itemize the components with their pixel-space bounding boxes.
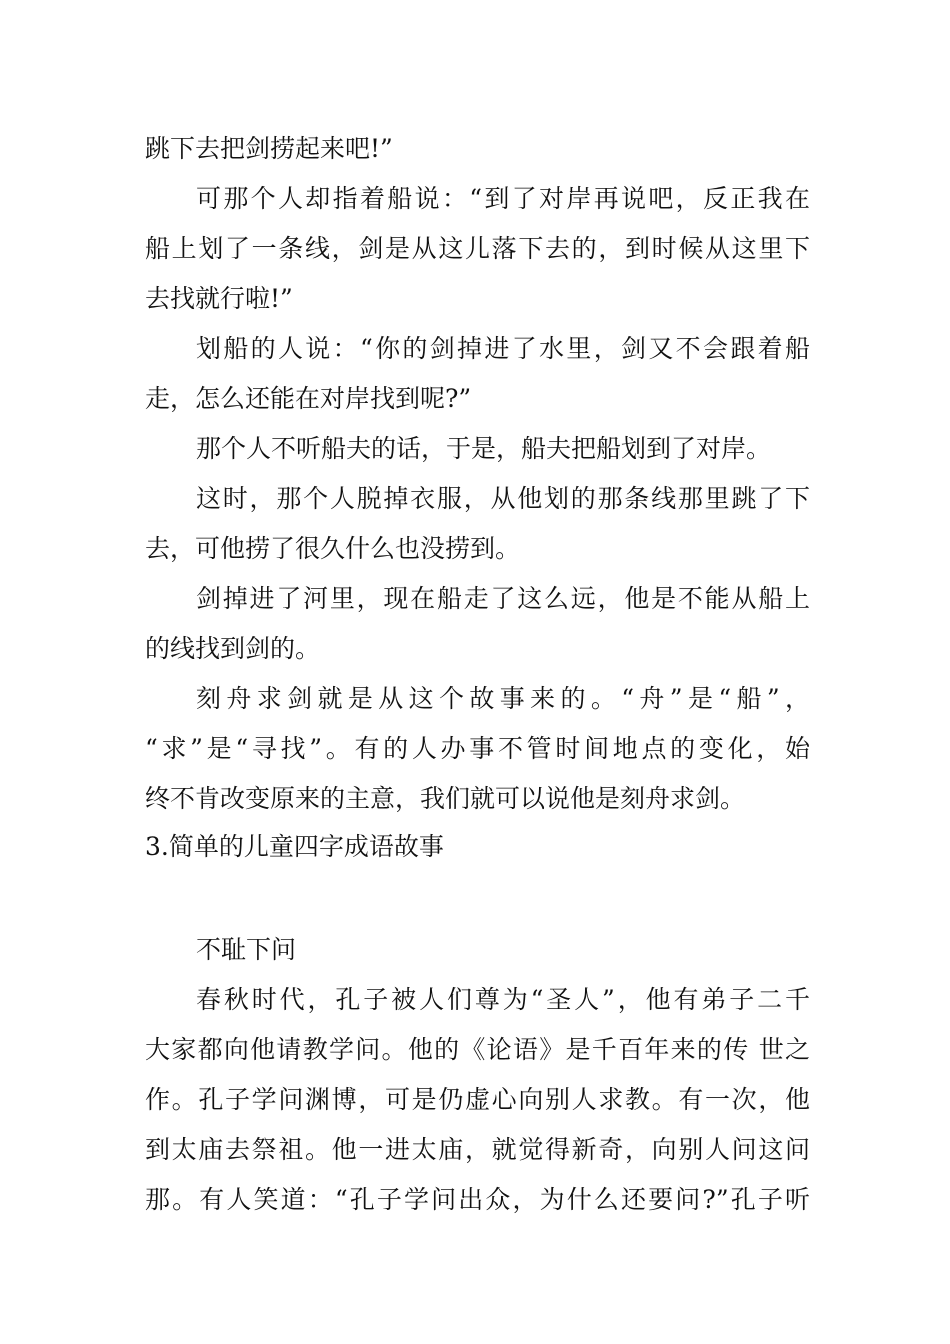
text-line: 春秋时代，孔子被人们尊为“圣人”，他有弟子二千	[196, 985, 810, 1014]
text-line: 到太庙去祭祖。他一进太庙，就觉得新奇，向别人问这问	[145, 1135, 810, 1164]
story-title: 不耻下问	[196, 935, 297, 964]
text-line: 跳下去把剑捞起来吧!”	[145, 134, 393, 163]
text-line: 刻舟求剑就是从这个故事来的。“舟”是“船”，	[196, 684, 810, 713]
text-line: 去，可他捞了很久什么也没捞到。	[145, 534, 521, 563]
text-line: 的线找到剑的。	[145, 634, 321, 663]
text-line: 走，怎么还能在对岸找到呢?”	[145, 384, 472, 413]
section-heading: 3.简单的儿童四字成语故事	[145, 832, 444, 861]
text-line: 那。有人笑道：“孔子学问出众，为什么还要问?”孔子听	[145, 1185, 810, 1214]
text-line: 这时，那个人脱掉衣服，从他划的那条线那里跳了下	[196, 484, 810, 513]
text-line: 剑掉进了河里，现在船走了这么远，他是不能从船上	[196, 584, 810, 613]
text-line: 那个人不听船夫的话，于是，船夫把船划到了对岸。	[196, 434, 772, 463]
text-line: “求”是“寻找”。有的人办事不管时间地点的变化，始	[145, 734, 810, 763]
text-line: 划船的人说：“你的剑掉进了水里，剑又不会跟着船	[196, 334, 810, 363]
text-line: 可那个人却指着船说：“到了对岸再说吧，反正我在	[196, 184, 810, 213]
text-line: 去找就行啦!”	[145, 284, 293, 313]
text-line: 终不肯改变原来的主意，我们就可以说他是刻舟求剑。	[145, 784, 746, 813]
text-line: 大家都向他请教学问。他的《论语》是千百年来的传 世之	[145, 1035, 810, 1064]
text-line: 船上划了一条线，剑是从这儿落下去的，到时候从这里下	[145, 234, 810, 263]
text-line: 作。孔子学问渊博，可是仍虚心向别人求教。有一次，他	[145, 1085, 810, 1114]
